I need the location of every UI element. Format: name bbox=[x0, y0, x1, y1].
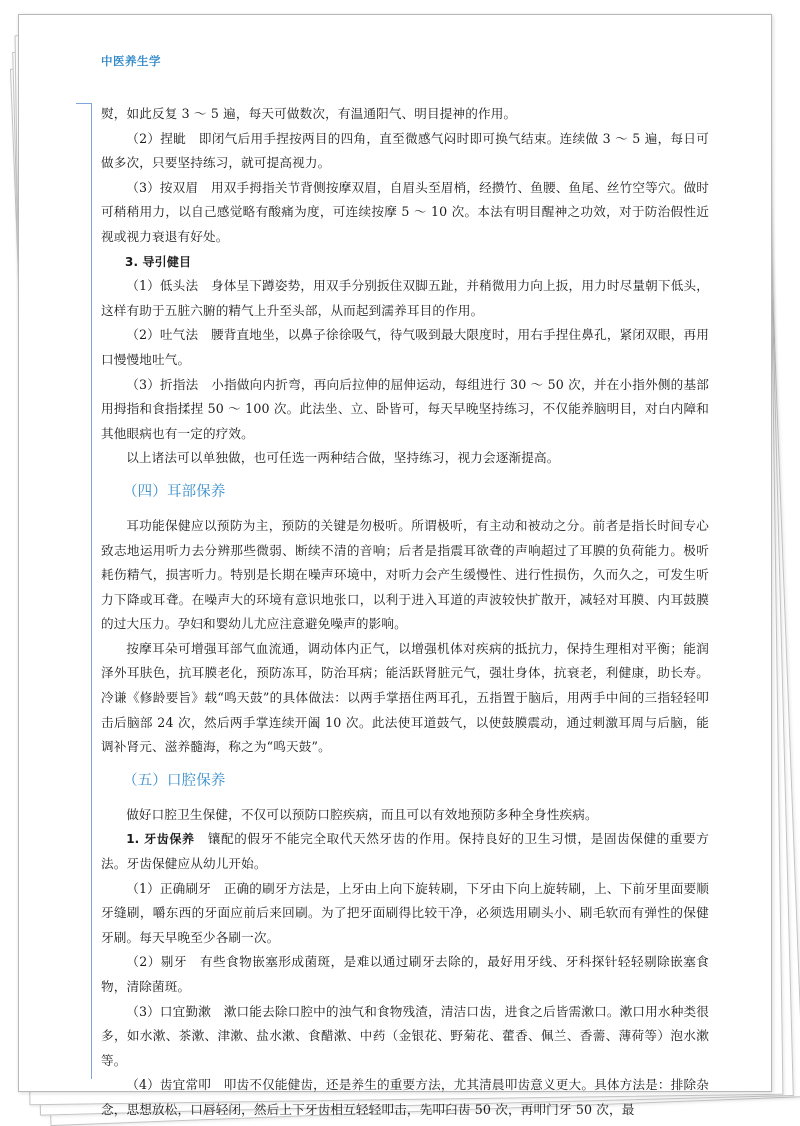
paragraph-text: 镶配的假牙不能完全取代天然牙齿的作用。保持良好的卫生习惯，是固齿保健的重要方法。牙齿保健应从幼儿开始。 bbox=[101, 831, 709, 872]
paragraph: 以上诸法可以单独做，也可任选一两种结合做，坚持练习，视力会逐渐提高。 bbox=[126, 450, 560, 466]
margin-tick bbox=[76, 103, 91, 104]
subheading-tooth-care: 1. 牙齿保养 bbox=[126, 832, 195, 847]
section-heading-ear-care: （四）耳部保养 bbox=[123, 483, 226, 500]
paragraph: （1）低头法 身体呈下蹲姿势，用双手分别扳住双脚五趾，并稍微用力向上扳，用力时尽量朝下低头，这样有助于五脏六腑的精气上升至头部，从而起到濡养耳目的作用。 bbox=[101, 278, 709, 318]
paragraph: （2）捏眦 即闭气后用手捏按两目的四角，直至微感气闷时即可换气结束。连续做 3 ～ 5 遍，每日可做多次，只要坚持练习，就可提高视力。 bbox=[101, 130, 709, 171]
page-body bbox=[101, 102, 709, 1123]
paragraph: 耳功能保健应以预防为主，预防的关键是勿极听。所谓极听，有主动和被动之分。前者是指长时间专心致志地运用听力去分辨那些微弱、断续不清的音响；后者是指震耳欲聋的声响超过了耳膜的负荷能力。极听耗伤精气，损害听力。特别是长期在噪声环境中，对听力会产生缓慢性、进行性损伤，久而久之，可发生听力下降或耳聋。在噪声大的环境有意识地张口，以利于进入耳道的声波较快扩散开，减轻对耳膜、内耳鼓膜的过大压力。孕妇和婴幼儿尤应注意避免噪声的影响。 bbox=[101, 517, 709, 632]
paragraph: （3）折指法 小指做向内折弯，再向后拉伸的屈伸运动，每组进行 30 ～ 50 次，并在小指外侧的基部用拇指和食指揉捏 50 ～ 100 次。此法坐、立、卧皆可，每天早晚坚持练习，不仅能养脑明目，对白内障和其他眼病也有一定的疗效。 bbox=[101, 376, 709, 441]
document-page bbox=[18, 14, 772, 1117]
running-header-title: 中医养生学 bbox=[101, 54, 161, 68]
paragraph: （2）吐气法 腰背直地坐，以鼻子徐徐吸气，待气吸到最大限度时，用右手捏住鼻孔，紧闭双眼，再用口慢慢地吐气。 bbox=[101, 327, 709, 367]
section-heading-oral-care: （五）口腔保养 bbox=[123, 772, 226, 789]
paragraph: 按摩耳朵可增强耳部气血流通，调动体内正气，以增强机体对疾病的抵抗力，保持生理相对平衡；能润泽外耳肤色，抗耳膜老化，预防冻耳，防治耳病；能活跃肾脏元气，强壮身体，抗衰老，利健康，助长寿。冷谦《修龄要旨》载“鸣天鼓”的具体做法：以两手掌捂住两耳孔，五指置于脑后，用两手中间的三指轻轻叩击后脑部 24 次，然后两手掌连续开阖 10 次。此法使耳道鼓气，以使鼓膜震动，通过刺激耳周与后脑，能调补肾元、滋养髓海，称之为“鸣天鼓”。 bbox=[101, 640, 709, 755]
paragraph-tooth-care bbox=[101, 827, 709, 876]
subheading-eye-exercise: 3. 导引健目 bbox=[125, 254, 192, 269]
paragraph: 熨，如此反复 3 ～ 5 遍，每天可做数次，有温通阳气、明目提神的作用。 bbox=[101, 106, 517, 121]
paragraph: （1）正确刷牙 正确的刷牙方法是，上牙由上向下旋转刷，下牙由下向上旋转刷，上、下前牙里面要顺牙缝刷，嚼东西的牙面应前后来回刷。为了把牙面刷得比较干净，必须选用刷头小、刷毛软而有弹性的保健牙刷。每天早晚至少各刷一次。 bbox=[101, 880, 709, 945]
paragraph: （2）剔牙 有些食物嵌塞形成菌斑，是难以通过刷牙去除的，最好用牙线、牙科探针轻轻剔除嵌塞食物，清除菌斑。 bbox=[101, 954, 709, 994]
margin-rule bbox=[91, 103, 92, 1079]
paragraph: （4）齿宜常叩 叩齿不仅能健齿，还是养生的重要方法，尤其清晨叩齿意义更大。具体方法是：排除杂念，思想放松，口唇轻闭，然后上下牙齿相互轻轻叩击，先叩臼齿 50 次，再叩门牙 50 次，最 bbox=[101, 1077, 709, 1117]
paragraph: 做好口腔卫生保健，不仅可以预防口腔疾病，而且可以有效地预防多种全身性疾病。 bbox=[126, 806, 598, 822]
paragraph: （3）口宜勤漱 漱口能去除口腔中的浊气和食物残渣，清洁口齿，进食之后皆需漱口。漱口用水种类很多，如水漱、茶漱、津漱、盐水漱、食醋漱、中药（金银花、野菊花、藿香、佩兰、香薷、薄荷等）泡水漱等。 bbox=[101, 1003, 709, 1068]
paragraph: （3）按双眉 用双手拇指关节背侧按摩双眉，自眉头至眉梢，经攒竹、鱼腰、鱼尾、丝竹空等穴。做时可稍稍用力，以自己感觉略有酸痛为度，可连续按摩 5 ～ 10 次。本法有明目醒神之功效，对于防治假性近视或视力衰退有好处。 bbox=[101, 179, 709, 244]
